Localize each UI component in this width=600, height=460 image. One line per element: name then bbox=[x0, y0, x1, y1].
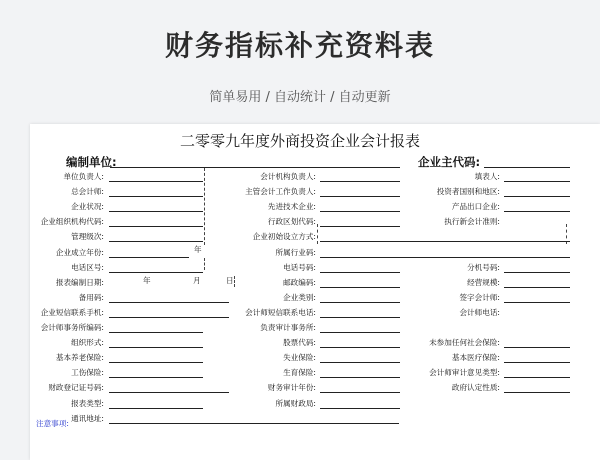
field-c3-4-label: 分机号码: bbox=[467, 262, 500, 272]
field-c3-8-label: 未参加任何社会保险: bbox=[429, 338, 500, 348]
field-c3-2-input[interactable] bbox=[504, 211, 570, 212]
box-border bbox=[204, 168, 205, 245]
field-c2-5-input[interactable] bbox=[320, 257, 570, 258]
field-c2-6-input[interactable] bbox=[320, 272, 400, 273]
unit-label: 编制单位: bbox=[66, 155, 117, 169]
field-c2-10-label: 负责审计事务所: bbox=[260, 323, 316, 332]
field-c2-7-label: 邮政编码: bbox=[283, 277, 316, 287]
date-month: 月 bbox=[193, 276, 201, 285]
field-c2-8-label: 企业类别: bbox=[283, 292, 316, 302]
field-c3-8-input[interactable] bbox=[504, 347, 570, 348]
field-c2-9-input[interactable] bbox=[320, 317, 400, 318]
field-c1-12-label: 基本养老保险: bbox=[55, 353, 104, 363]
field-c1-14-label: 财政登记证号码: bbox=[48, 383, 104, 393]
field-c2-9-label: 会计师短信联系电话: bbox=[245, 307, 316, 317]
field-c1-2-input[interactable] bbox=[109, 211, 203, 212]
field-c3-0-label: 填表人: bbox=[474, 172, 500, 181]
field-c2-13-label: 生育保险: bbox=[283, 368, 316, 378]
code-line[interactable] bbox=[484, 167, 570, 168]
hero-subtitle: 简单易用 / 自动统计 / 自动更新 bbox=[209, 90, 391, 105]
field-c3-7-label: 会计师电话: bbox=[459, 307, 500, 317]
field-c2-6-label: 电话号码: bbox=[283, 262, 316, 272]
field-c1-13-input[interactable] bbox=[109, 377, 203, 378]
field-c2-7-input[interactable] bbox=[320, 287, 400, 288]
field-c3-6-input[interactable] bbox=[504, 302, 570, 303]
field-c2-15-input[interactable] bbox=[320, 408, 400, 409]
field-c2-2-label: 先进技术企业: bbox=[267, 202, 316, 212]
field-c3-10-input[interactable] bbox=[504, 377, 570, 378]
field-c1-13-label: 工伤保险: bbox=[71, 368, 104, 378]
field-c1-8-label: 备用码: bbox=[78, 292, 104, 302]
date-year: 年 bbox=[143, 276, 151, 285]
box-border bbox=[317, 224, 318, 244]
field-c1-6-input[interactable] bbox=[109, 272, 203, 273]
field-c1-5-label: 企业成立年份: bbox=[55, 247, 104, 257]
field-c1-7-label: 报表编制日期: bbox=[55, 277, 104, 287]
field-c1-9-input[interactable] bbox=[109, 317, 229, 318]
field-c3-6-label: 签字会计师: bbox=[459, 292, 500, 302]
field-c1-5-input[interactable] bbox=[109, 257, 189, 258]
field-c1-15-input[interactable] bbox=[109, 408, 203, 409]
field-c2-0-label: 会计机构负责人: bbox=[260, 172, 316, 181]
year-suffix: 年 bbox=[194, 245, 202, 254]
field-c1-15-label: 报表类型: bbox=[71, 398, 104, 408]
field-c1-14-input[interactable] bbox=[109, 392, 229, 393]
field-c1-12-input[interactable] bbox=[109, 362, 203, 363]
field-c2-12-input[interactable] bbox=[320, 362, 400, 363]
field-c2-15-label: 所属财政局: bbox=[275, 398, 316, 408]
field-c1-3-label: 企业组织机构代码: bbox=[40, 217, 104, 227]
unit-line[interactable] bbox=[110, 167, 400, 168]
field-c3-2-label: 产品出口企业: bbox=[451, 202, 500, 212]
report-title: 二零零九年度外商投资企业会计报表 bbox=[179, 132, 420, 150]
field-c2-1-label: 主管会计工作负责人: bbox=[245, 187, 316, 197]
date-day: 日 bbox=[226, 276, 234, 285]
notes-label: 注意事项: bbox=[36, 419, 69, 428]
box-border bbox=[204, 258, 205, 270]
field-c3-3-label: 执行新会计准则: bbox=[444, 217, 500, 227]
field-c1-10-input[interactable] bbox=[109, 332, 203, 333]
field-c1-11-label: 组织形式: bbox=[71, 338, 104, 348]
field-c3-11-label: 政府认定性质: bbox=[451, 383, 500, 393]
hero-title: 财务指标补充资料表 bbox=[164, 29, 435, 62]
field-c3-1-input[interactable] bbox=[504, 196, 570, 197]
field-c2-14-label: 财务审计年份: bbox=[267, 383, 316, 393]
field-c2-13-input[interactable] bbox=[320, 377, 400, 378]
field-c3-9-input[interactable] bbox=[504, 362, 570, 363]
field-c2-2-input[interactable] bbox=[320, 211, 400, 212]
field-c3-4-input[interactable] bbox=[504, 272, 570, 273]
report-sheet bbox=[30, 124, 600, 460]
field-c3-10-label: 会计师审计意见类型: bbox=[429, 368, 500, 378]
field-c2-3-input[interactable] bbox=[320, 226, 400, 227]
field-c1-6-label: 电话区号: bbox=[71, 262, 104, 272]
field-c3-0-input[interactable] bbox=[504, 181, 570, 182]
code-label: 企业主代码: bbox=[418, 155, 481, 169]
field-c2-4-label: 企业初始设立方式: bbox=[252, 232, 316, 242]
field-c1-0-input[interactable] bbox=[109, 181, 203, 182]
field-c2-4-input[interactable] bbox=[320, 241, 570, 242]
field-c2-0-input[interactable] bbox=[320, 181, 400, 182]
field-c1-1-input[interactable] bbox=[109, 196, 203, 197]
field-c3-5-input[interactable] bbox=[504, 287, 570, 288]
field-c1-9-label: 企业短信联系手机: bbox=[40, 307, 104, 317]
field-c2-8-input[interactable] bbox=[320, 302, 400, 303]
field-c1-4-input[interactable] bbox=[109, 241, 203, 242]
field-c1-3-input[interactable] bbox=[109, 226, 203, 227]
field-c3-9-label: 基本医疗保险: bbox=[451, 353, 500, 363]
field-c2-5-label: 所属行业码: bbox=[275, 247, 316, 257]
field-c1-10-label: 会计师事务所编码: bbox=[40, 323, 104, 332]
field-c1-11-input[interactable] bbox=[109, 347, 203, 348]
field-c2-12-label: 失业保险: bbox=[283, 353, 316, 363]
field-c3-11-input[interactable] bbox=[504, 392, 570, 393]
field-c2-14-input[interactable] bbox=[320, 392, 400, 393]
field-c2-11-label: 股票代码: bbox=[283, 338, 316, 348]
field-c1-2-label: 企业状况: bbox=[71, 202, 104, 212]
field-c1-16-label: 通讯地址: bbox=[71, 413, 104, 423]
field-c3-1-label: 投资者国别和地区: bbox=[436, 187, 500, 197]
field-c2-10-input[interactable] bbox=[320, 332, 400, 333]
field-c1-1-label: 总会计师: bbox=[71, 187, 104, 197]
field-c1-0-label: 单位负责人: bbox=[63, 172, 104, 181]
field-c1-8-input[interactable] bbox=[109, 302, 229, 303]
field-c2-3-label: 行政区划代码: bbox=[267, 217, 316, 227]
field-c2-11-input[interactable] bbox=[320, 347, 400, 348]
field-c3-5-label: 经营规模: bbox=[467, 277, 500, 287]
box-border bbox=[234, 276, 235, 287]
field-c2-1-input[interactable] bbox=[320, 196, 400, 197]
field-c1-16-input[interactable] bbox=[109, 423, 399, 424]
field-c1-4-label: 管理级次: bbox=[71, 232, 104, 242]
